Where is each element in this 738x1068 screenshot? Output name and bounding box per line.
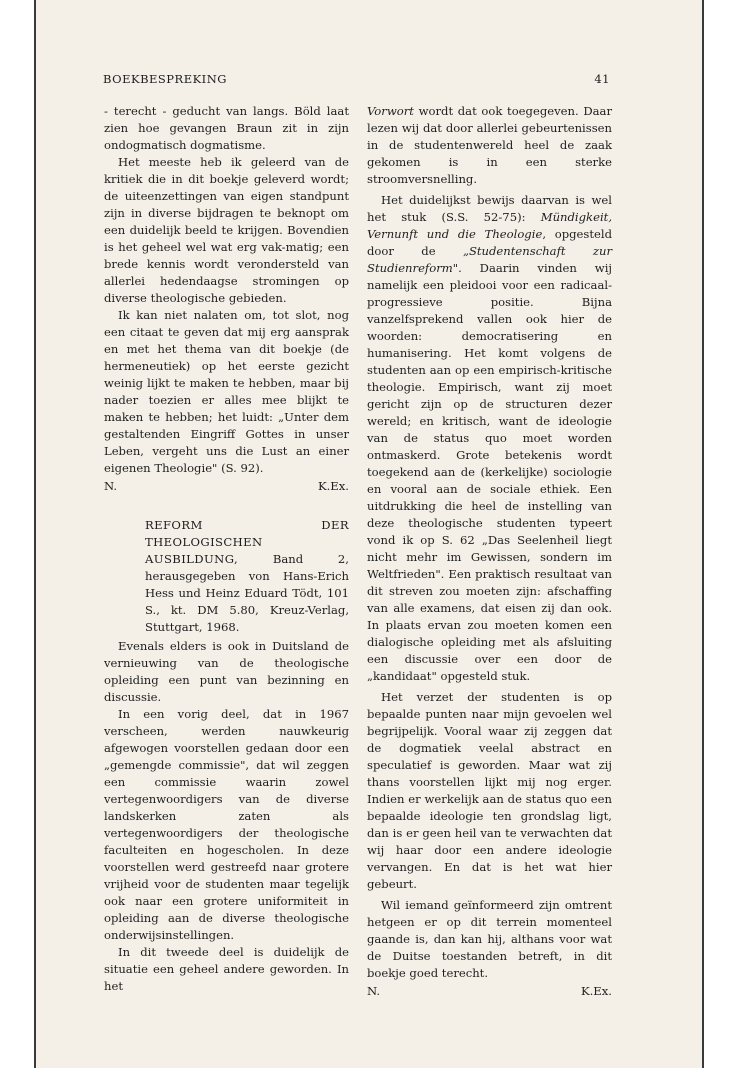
paragraph: Vorwort wordt dat ook toegegeven. Daar lezen wij dat door allerlei gebeurtenissen in de studentenwereld heel de zaak gekomen is in een sterke stroomversnelling.: [367, 104, 612, 186]
section-title: BOEKBESPREKING: [103, 72, 227, 86]
paragraph: Ik kan niet nalaten om, tot slot, nog een citaat te geven dat mij erg aansprak en met het thema van dit boekje (de hermeneutiek) op het eerste gezicht weinig lijkt te maken te hebben, maar bij nader toezien er alles mee blijkt te maken te hebben; het luidt: „Unter dem gestaltenden Eingriff Gottes in unser Leben, vergeht uns die Lust an einer eigenen Theologie" (S. 92).: [104, 308, 349, 475]
paragraph: Het duidelijkst bewijs daarvan is wel het stuk (S.S. 52-75): Mündigkeit, Vernunft und die Theologie, opgesteld door de „Studentenschaft zur Studienreform". Daarin vinden wij namelijk een pleidooi voor een radicaal-progressieve positie. Bijna vanzelfsprekend vallen ook hier de woorden: democratisering en humanisering. Het komt volgens de studenten aan op een empirisch-kritische theologie. Empirisch, want zij moet gericht zijn op de structuren dezer wereld; en kritisch, want de ideologie van de status quo moet worden ontmaskerd. Grote betekenis wordt toegekend aan de (kerkelijke) sociologie en vooral aan de sociale ethiek. Een uitdrukking die heel de instelling van deze theologische studenten typeert vond ik op S. 62 „Das Seelenheil liegt nicht mehr im Gewissen, sondern im Weltfrieden". Een praktisch resultaat van dit streven zou moeten zijn: afschaffing van alle examens, dat eisen zij dan ook. In plaats ervan zou moeten komen een dialogische opleiding met als afsluiting een discussie over een door de „kandidaat" opgesteld stuk.: [367, 193, 613, 683]
paragraph: In dit tweede deel is duidelijk de situatie een geheel andere geworden. In het: [104, 945, 349, 993]
italic-title: Mündigkeit, Vernunft und die Theologie: [367, 210, 612, 241]
book-reference: [145, 517, 349, 636]
paragraph: Evenals elders is ook in Duitsland de vernieuwing van de theologische opleiding een punt van bezinning en discussie.: [104, 639, 349, 704]
left-column: [104, 103, 349, 995]
book-title: REFORM DER THEOLOGISCHEN AUSBILDUNG,: [145, 518, 349, 566]
signature-author: K.Ex.: [317, 479, 349, 493]
paragraph: Wil iemand geïnformeerd zijn omtrent hetgeen er op dit terrein momenteel gaande is, dan kan hij, althans voor wat de Duitse toestanden betreft, in dit boekje goed terecht.: [367, 898, 612, 980]
signature-initial: N.: [104, 479, 118, 493]
paragraph: - terecht - geducht van langs. Böld laat zien hoe gevangen Braun zit in zijn ondogmatisch dogmatisme.: [104, 104, 349, 152]
signature-initial: N.: [367, 984, 381, 998]
running-head: [103, 72, 610, 86]
paragraph: In een vorig deel, dat in 1967 verscheen, werden nauwkeurig afgewogen voorstellen gedaan door een „gemengde commissie", dat wil zeggen een commissie waarin zowel vertegenwoordigers van de diverse landskerken zaten als vertegenwoordigers der theologische faculteiten en hogescholen. In deze voorstellen werd gestreefd naar grotere vrijheid voor de studenten maar tegelijk ook naar een grotere uniformiteit in opleiding aan de diverse theologische onderwijsinstellingen.: [104, 707, 349, 942]
page-number: 41: [594, 72, 610, 86]
book-details: Band 2, herausgegeben von Hans-Erich Hess und Heinz Eduard Tödt, 101 S., kt. DM 5.80, Kreuz-Verlag, Stuttgart, 1968.: [145, 552, 349, 634]
italic-title: „Studentenschaft zur Studienreform": [367, 244, 613, 275]
right-column: [367, 103, 612, 1000]
paragraph: Het verzet der studenten is op bepaalde punten naar mijn gevoelen wel begrijpelijk. Vooral waar zij zeggen dat de dogmatiek veelal abstract en speculatief is geworden. Maar wat zij thans voorstellen lijkt mij nog erger. Indien er werkelijk aan de status quo een bepaalde ideologie ten grondslag ligt, dan is er geen heil van te verwachten dat wij haar door een andere ideologie vervangen. En dat is het wat hier gebeurt.: [367, 690, 612, 891]
italic-term: Vorwort: [367, 104, 414, 118]
review-signature: [104, 478, 349, 495]
signature-author: K.Ex.: [580, 984, 612, 998]
review-signature: [367, 983, 612, 1000]
paragraph: Het meeste heb ik geleerd van de kritiek die in dit boekje geleverd wordt; de uiteenzettingen van eigen standpunt zijn in diverse bijdragen te beknopt om een duidelijk beeld te krijgen. Bovendien is het geheel wel wat erg vak-matig; een brede kennis wordt verondersteld van allerlei hedendaagse stromingen op diverse theologische gebieden.: [104, 155, 349, 305]
